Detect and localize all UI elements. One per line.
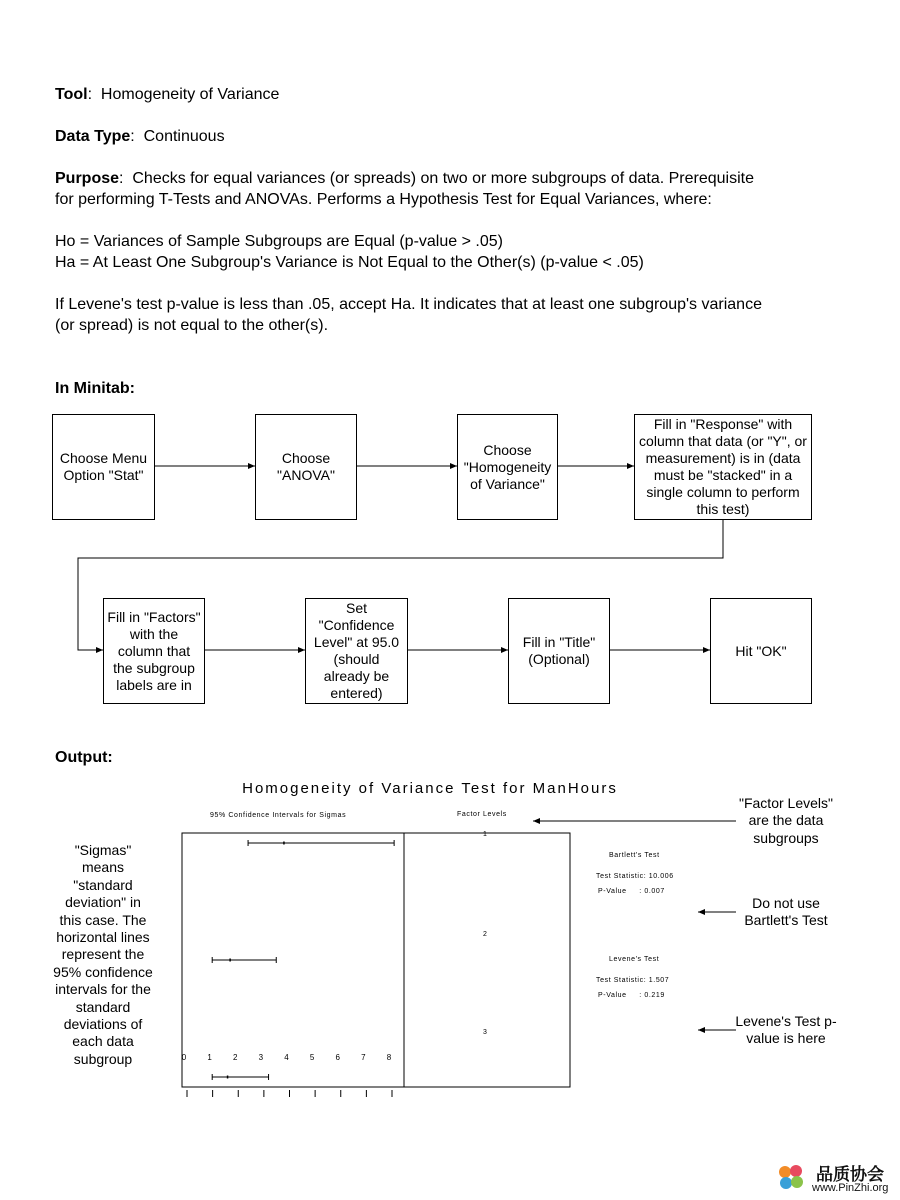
factor-level-label: 2 — [483, 931, 487, 938]
levene-stat: Test Statistic: 1.507 — [596, 977, 670, 984]
tool-label: Tool — [55, 86, 88, 103]
sigmas-annotation: "Sigmas" means "standard deviation" in this case. The horizontal lines represent the 95% confidence intervals for the standard deviations of each data subgroup — [53, 842, 153, 1067]
bartlett-annotation: Do not use Bartlett's Test — [744, 895, 828, 929]
levene-note-1: If Levene's test p-value is less than .05, accept Ha. It indicates that at least one subgroup's variance — [55, 296, 762, 313]
factor-levels-header: Factor Levels — [457, 811, 507, 818]
tool-line: Tool: Homogeneity of Variance — [55, 86, 280, 103]
step-label: Fill in "Title" (Optional) — [522, 634, 596, 667]
bartlett-stat: Test Statistic: 10.006 — [596, 873, 674, 880]
x-tick-label: 1 — [207, 1053, 212, 1062]
data-type-label: Data Type — [55, 128, 131, 145]
minitab-heading: In Minitab: — [55, 380, 135, 397]
purpose-text-1: Checks for equal variances (or spreads) on two or more subgroups of data. Prerequisite — [132, 170, 754, 187]
watermark-title: 品质协会 — [816, 1165, 884, 1184]
levene-pvalue: P-Value : 0.219 — [598, 992, 665, 999]
x-tick-label: 2 — [233, 1053, 238, 1062]
factor-level-label: 1 — [483, 831, 487, 838]
purpose-label: Purpose — [55, 170, 120, 187]
data-type-line: Data Type: Continuous — [55, 128, 225, 145]
bartlett-title: Bartlett's Test — [609, 852, 660, 859]
purpose-text-2: for performing T-Tests and ANOVAs. Performs a Hypothesis Test for Equal Variances, where: — [55, 191, 712, 208]
x-tick-label: 8 — [386, 1053, 392, 1062]
step-label: Set "Confidence Level" at 95.0 (should already be entered) — [313, 600, 400, 701]
tool-value: Homogeneity of Variance — [100, 86, 280, 103]
step-label: Choose "Homogeneity of Variance" — [463, 441, 552, 492]
output-heading: Output: — [55, 749, 113, 766]
levene-note-2: (or spread) is not equal to the other(s). — [55, 317, 329, 334]
x-tick-label: 6 — [335, 1053, 340, 1062]
step-label: Fill in "Response" with column that data (or "Y", or measurement) is in (data must be "stacked" in a single column to perform this test) — [639, 416, 807, 517]
data-type-value: Continuous — [143, 128, 225, 145]
x-tick-label: 4 — [284, 1053, 289, 1062]
hypothesis-alt: Ha = At Least One Subgroup's Variance is Not Equal to the Other(s) (p-value < .05) — [55, 254, 644, 271]
x-tick-label: 5 — [309, 1053, 315, 1062]
purpose-line1: Purpose: Checks for equal variances (or spreads) on two or more subgroups of data. Prerequisite — [55, 170, 754, 187]
step-label: Choose "ANOVA" — [277, 450, 335, 483]
pinzhi-logo-icon — [776, 1162, 806, 1192]
hypothesis-null: Ho = Variances of Sample Subgroups are Equal (p-value > .05) — [55, 233, 503, 250]
chart-title: Homogeneity of Variance Test for ManHours — [242, 780, 618, 797]
levene-annotation: Levene's Test p-value is here — [735, 1013, 837, 1047]
x-tick-label: 7 — [361, 1053, 366, 1062]
watermark-url: www.PinZhi.org — [812, 1182, 889, 1194]
x-tick-label: 0 — [181, 1053, 187, 1062]
step-label: Fill in "Factors" with the column that the subgroup labels are in — [107, 608, 201, 693]
step-label: Hit "OK" — [735, 642, 787, 659]
bartlett-pvalue: P-Value : 0.007 — [598, 888, 665, 895]
step-label: Choose Menu Option "Stat" — [59, 450, 148, 483]
ci-header: 95% Confidence Intervals for Sigmas — [210, 812, 347, 819]
x-tick-label: 3 — [258, 1053, 264, 1062]
levene-title: Levene's Test — [609, 956, 660, 963]
factor-level-label: 3 — [483, 1029, 487, 1036]
factor-levels-annotation: "Factor Levels" are the data subgroups — [739, 795, 833, 846]
